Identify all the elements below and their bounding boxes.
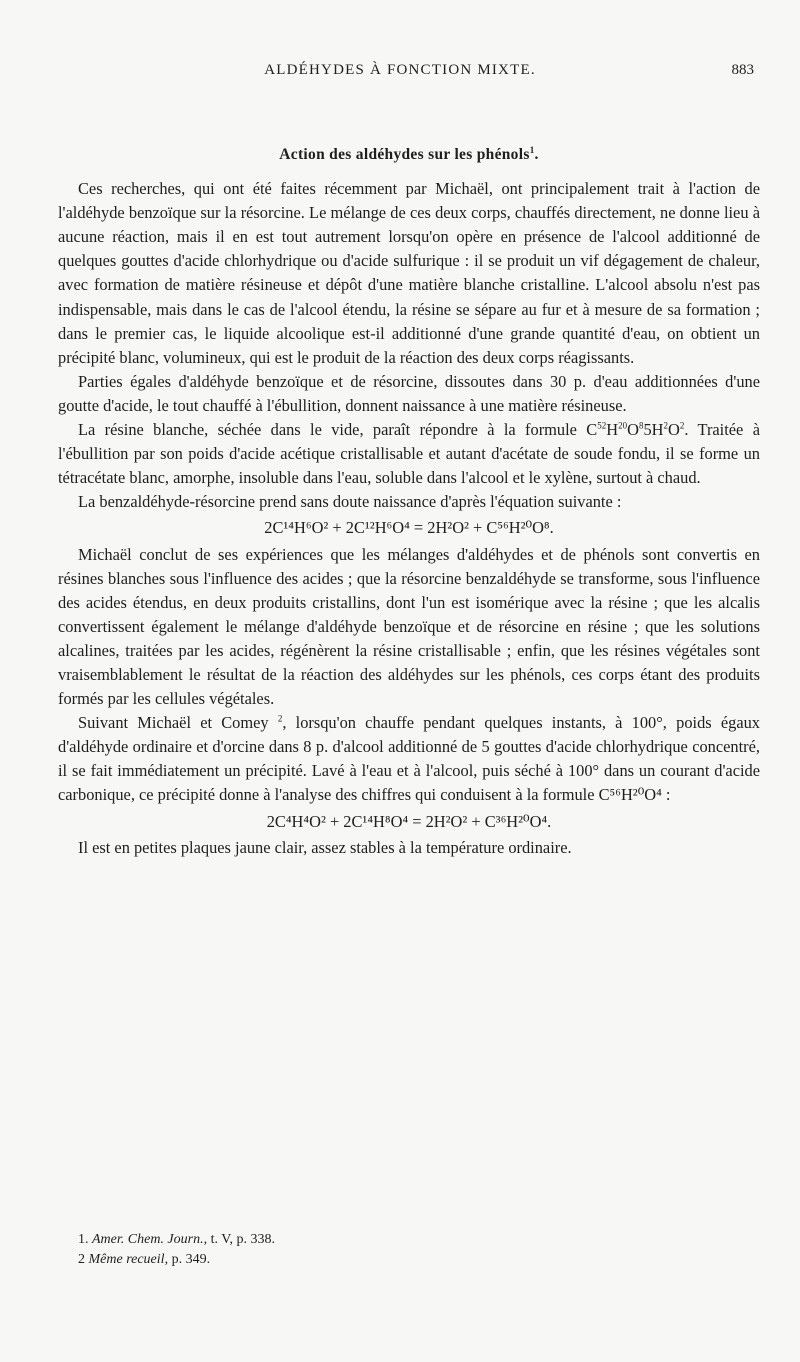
formula-tail-sub: 2 xyxy=(663,420,668,431)
running-head xyxy=(0,62,800,84)
paragraph-7: Il est en petites plaques jaune clair, assez stables à la température ordinaire. xyxy=(78,837,572,857)
footnote-ref-2: 2 xyxy=(277,713,283,724)
paragraph-3-lead: La résine blanche, séchée dans le vide, paraît répondre à la formule C xyxy=(78,420,598,440)
paragraph-6 xyxy=(58,711,760,807)
paragraph-6-lead: Suivant Michaël et Comey xyxy=(78,713,269,733)
formula-h-count: 20 xyxy=(618,420,628,431)
footnote-1-rest: , t. V, p. 338. xyxy=(203,1232,276,1247)
paragraph-4: La benzaldéhyde-résorcine prend sans doute naissance d'après l'équation suivante : xyxy=(78,492,622,512)
formula-tail: 5H xyxy=(643,420,664,440)
paragraph-5: Michaël conclut de ses expériences que les mélanges d'aldéhydes et de phénols sont convertis en résines blanches sous l'influence des acides ; que la résorcine benzaldéhyde se transforme, sous l'influence des acides étendus, en deux produits cristallins, dont l'un est isomérique avec la résine ; que les alcalis convertissent également le mélange d'aldéhyde benzoïque et de résorcine en résine ; que les solutions alcalines, traitées par les acides, régénèrent la résine cristallisable ; enfin, que les résines végétales sont vraisemblablement le résultat de la réaction des aldéhydes sur les phénols, ces corps étant des produits formés par les cellules végétales. xyxy=(58,544,760,709)
section-heading-text: Action des aldéhydes sur les phénols xyxy=(279,146,530,163)
formula-c-count: 52 xyxy=(597,420,607,431)
footnote-2-num: 2 xyxy=(78,1252,85,1267)
formula-end: . xyxy=(684,420,689,440)
page-number: 883 xyxy=(731,62,754,78)
paragraph-2: Parties égales d'aldéhyde benzoïque et de résorcine, dissoutes dans 30 p. d'eau additionnées d'une goutte d'acide, le tout chauffé à l'ébullition, donnent naissance à une matière résineuse. xyxy=(58,371,760,415)
paragraph-1: Ces recherches, qui ont été faites récemment par Michaël, ont principalement trait à l'action de l'aldéhyde benzoïque sur la résorcine. Le mélange de ces deux corps, chauffés directement, ne donne lieu à aucune réaction, mais il en est tout autrement lorsqu'on opère en présence de l'alcool additionné de quelques gouttes d'acide chlorhydrique ou d'acide sulfurique : il se produit un vif dégagement de chaleur, avec formation de matière résineuse et dépôt d'une matière blanche cristalline. L'alcool absolu n'est pas indispensable, mais dans le cas de l'alcool étendu, la résine se sépare au fur et à mesure de sa formation ; dans le premier cas, le liquide alcoolique est-il additionné d'une grande quantité d'eau, on obtient un précipité blanc, volumineux, qui est le produit de la réaction des deux corps réagissants. xyxy=(58,179,760,367)
footnotes xyxy=(78,1230,758,1270)
paragraph-3: La résine blanche, séchée dans le vide, paraît répondre à la formule $C^{52}H^{20}O^85H^2O^2$. Traitée à l'ébullition par son poids d'acide acétique cristallisable et autant d'acétate de soude fondu, il se forme un tétracétate blanc, amorphe, insoluble dans l'eau, soluble dans l'alcool et le xylène, surtout à chaud. xyxy=(58,420,760,488)
footnote-ref-1: 1 xyxy=(529,144,535,155)
equation-2: 2C⁴H⁴O² + 2C¹⁴H⁸O⁴ = 2H²O² + C³⁶H²⁰O⁴. xyxy=(266,811,552,831)
footnote-1-num: 1. xyxy=(78,1232,89,1247)
footnote-2 xyxy=(78,1250,758,1270)
paragraph-3-rest: Traitée à l'ébullition par son poids d'acide acétique cristallisable et autant d'acétate de soude fondu, il se forme un tétracétate blanc, amorphe, insoluble dans l'eau, soluble dans l'alcool et le xylène, surtout à chaud. xyxy=(58,420,760,488)
paragraph-6-rest: , lorsqu'on chauffe pendant quelques instants, à 100°, poids égaux d'aldéhyde ordinaire et d'orcine dans 8 p. d'alcool additionné de 5 gouttes d'acide chlorhydrique concentré, il se fait immédiatement un précipité. Lavé à l'eau et à l'alcool, puis séché à 100° dans un courant d'acide carbonique, ce précipité donne à l'analyse des chiffres qui conduisent à la formule C⁵⁶H²⁰O⁴ : xyxy=(58,713,760,805)
formula-o-count: 8 xyxy=(638,420,644,431)
equation-1: 2C¹⁴H⁶O² + 2C¹²H⁶O⁴ = 2H²O² + C⁵⁶H²⁰O⁸. xyxy=(264,518,554,538)
footnote-2-rest: , p. 349. xyxy=(164,1252,211,1267)
running-title: ALDÉHYDES À FONCTION MIXTE. xyxy=(264,62,536,78)
section-heading: Action des aldéhydes sur les phénols$^1$. xyxy=(279,144,539,163)
footnote-1-source: Amer. Chem. Journ. xyxy=(92,1232,204,1247)
footnote-2-source: Même recueil xyxy=(88,1252,165,1267)
footnote-1 xyxy=(78,1230,758,1250)
formula-o2-sub: 2 xyxy=(679,420,685,431)
formula-o2: O xyxy=(667,420,680,440)
main-text xyxy=(58,143,760,860)
